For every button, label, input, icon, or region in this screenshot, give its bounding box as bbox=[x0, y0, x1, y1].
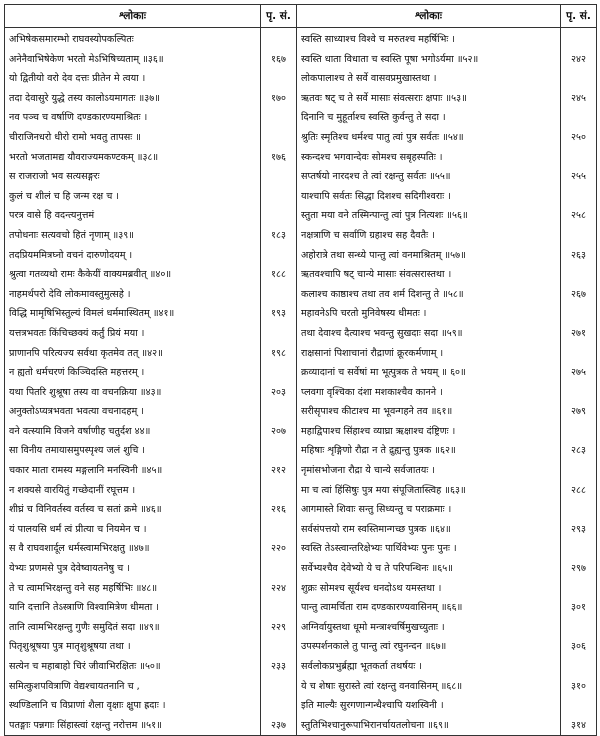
shloka-left-cell: वने वत्स्यामि विजने वर्षाणीह चतुर्दश ४४॥ bbox=[5, 422, 261, 442]
page-number-right-cell bbox=[561, 539, 597, 559]
shloka-left-cell: सत्येन च महाबाहो चिरं जीवाभिरक्षितः ॥५०॥ bbox=[5, 657, 261, 677]
table-row bbox=[5, 696, 597, 716]
table-row bbox=[5, 187, 597, 207]
table-row bbox=[5, 128, 597, 148]
page-number-left-cell bbox=[261, 246, 297, 266]
shloka-right-cell: राक्षसानां पिशाचानां रौद्राणां क्रूरकर्मणाम् । bbox=[297, 344, 561, 364]
page-number-right-cell bbox=[561, 579, 597, 599]
table-row bbox=[5, 441, 597, 461]
page-number-left-cell: २०३ bbox=[261, 383, 297, 403]
table-row bbox=[5, 402, 597, 422]
shloka-left-cell: तानि त्वामभिरक्षन्तु गुणैः समुदितं सदा ॥४९॥ bbox=[5, 618, 261, 638]
shloka-left-cell: स वै राघवशार्दूल धर्मस्त्वामभिरक्षतु ॥४७॥ bbox=[5, 539, 261, 559]
page-number-left-cell: २२० bbox=[261, 539, 297, 559]
shloka-right-cell: महावनेऽपि चरतो मुनिवेषस्य धीमतः । bbox=[297, 304, 561, 324]
header-shloka-right: श्लोकाः bbox=[297, 5, 561, 28]
shloka-right-cell: स्तुतिभिश्चानुरूपाभिरानर्चायतलोचना ॥६९॥ bbox=[297, 716, 561, 736]
shloka-left-cell: पतङ्गाः पन्नगाः सिंहास्त्वां रक्षन्तु नरोत्तम ॥५१॥ bbox=[5, 716, 261, 736]
shloka-left-cell: नाहमर्थपरो देवि लोकमावस्तुमुत्सहे । bbox=[5, 285, 261, 305]
page-number-right-cell bbox=[561, 28, 597, 50]
table-row bbox=[5, 637, 597, 657]
page-number-right-cell: २७५ bbox=[561, 363, 597, 383]
table-row bbox=[5, 559, 597, 579]
shloka-left-cell: तदा देवासुरे युद्धे तस्य कालोऽयमागतः ॥३७॥ bbox=[5, 89, 261, 109]
page-number-right-cell bbox=[561, 187, 597, 207]
table-row bbox=[5, 481, 597, 501]
page-number-right-cell: २६३ bbox=[561, 246, 597, 266]
shloka-right-cell: स्वस्ति साध्याश्च विश्वे च मरुतश्च महर्षिभिः । bbox=[297, 28, 561, 50]
table-row bbox=[5, 677, 597, 697]
page-number-right-cell bbox=[561, 461, 597, 481]
shloka-left-cell: न शक्यसे वारयितुं गच्छेदानीं रघूत्तम । bbox=[5, 481, 261, 501]
page-number-right-cell: २५० bbox=[561, 128, 597, 148]
header-row bbox=[5, 5, 597, 28]
page-number-left-cell: २१६ bbox=[261, 500, 297, 520]
shloka-left-cell: न ह्यतो धर्मचरणं किञ्चिदस्ति महत्तरम् । bbox=[5, 363, 261, 383]
table-row bbox=[5, 461, 597, 481]
shloka-right-cell: सप्तर्षयो नारदश्च ते त्वां रक्षन्तु सर्वतः ॥५५॥ bbox=[297, 167, 561, 187]
shloka-left-cell: प्राणानपि परित्यज्य सर्वथा कृतमेव तत् ॥४२॥ bbox=[5, 344, 261, 364]
table-row bbox=[5, 265, 597, 285]
shloka-left-cell: विद्धि मामृषिभिस्तुल्यं विमलं धर्ममास्थितम् ॥४१॥ bbox=[5, 304, 261, 324]
page-number-right-cell: २५५ bbox=[561, 167, 597, 187]
shloka-left-cell: चीराजिनधरो धीरो रामो भवतु तापसः ॥ bbox=[5, 128, 261, 148]
shloka-left-cell: यानि दत्तानि तेऽस्त्राणि विश्वामित्रेण धीमता । bbox=[5, 598, 261, 618]
page-number-right-cell: २९३ bbox=[561, 520, 597, 540]
shloka-left-cell: यथा पितरि शुश्रूषा तस्य वा वचनक्रिया ॥४३॥ bbox=[5, 383, 261, 403]
page-number-left-cell bbox=[261, 696, 297, 716]
page-number-left-cell: २२९ bbox=[261, 618, 297, 638]
table-row bbox=[5, 344, 597, 364]
page-number-right-cell: २४२ bbox=[561, 50, 597, 70]
table-row bbox=[5, 206, 597, 226]
shloka-right-cell: ऋतवश्चापि षट् चान्ये मासाः संवत्सरास्तथा । bbox=[297, 265, 561, 285]
header-shloka-left: श्लोकाः bbox=[5, 5, 261, 28]
page-number-right-cell: २८३ bbox=[561, 441, 597, 461]
page-number-right-cell: २९७ bbox=[561, 559, 597, 579]
shloka-left-cell: ते च त्वामभिरक्षन्तु वने सह महर्षिभिः ॥४८॥ bbox=[5, 579, 261, 599]
shloka-left-cell: परत्र वासे हि वदन्त्यनुत्तमं bbox=[5, 206, 261, 226]
shloka-right-cell: स्वस्ति तेऽस्त्वान्तरिक्षेभ्यः पार्थिवेभ्यः पुनः पुनः । bbox=[297, 539, 561, 559]
shloka-right-cell: सर्वलोकप्रभुर्ब्रह्मा भूतकर्ता तथर्षयः । bbox=[297, 657, 561, 677]
page-number-left-cell bbox=[261, 363, 297, 383]
shloka-right-cell: नृमांसभोजना रौद्रा ये चान्ये सर्वजातयः । bbox=[297, 461, 561, 481]
shloka-left-cell: अभिषेकसमारम्भो राघवस्योपकल्पितः bbox=[5, 28, 261, 50]
table-row bbox=[5, 50, 597, 70]
table-row bbox=[5, 657, 597, 677]
page-number-right-cell bbox=[561, 69, 597, 89]
shloka-left-cell: अनुक्तोऽप्यत्रभवता भवत्या वचनादहम् । bbox=[5, 402, 261, 422]
shloka-right-cell: तथा देवाश्च दैत्याश्च भवन्तु सुखदाः सदा ॥५९॥ bbox=[297, 324, 561, 344]
shloka-left-cell: यं पालयसि धर्मं त्वं प्रीत्या च नियमेन च । bbox=[5, 520, 261, 540]
table-row bbox=[5, 167, 597, 187]
shloka-left-cell: समित्कुशपवित्राणि वेद्यश्चायतनानि च , bbox=[5, 677, 261, 697]
page-number-right-cell bbox=[561, 500, 597, 520]
page-number-left-cell bbox=[261, 69, 297, 89]
page-number-right-cell bbox=[561, 108, 597, 128]
shloka-left-cell: यत्तत्रभवतः किंचिच्छक्यं कर्तुं प्रियं मया । bbox=[5, 324, 261, 344]
page-number-right-cell: ३०१ bbox=[561, 598, 597, 618]
page-number-left-cell bbox=[261, 167, 297, 187]
shloka-right-cell: दिनानि च मुहूर्ताश्च स्वस्ति कुर्वन्तु ते सदा । bbox=[297, 108, 561, 128]
page-number-right-cell: २५८ bbox=[561, 206, 597, 226]
table-row bbox=[5, 383, 597, 403]
shloka-right-cell: कलाश्च काष्ठाश्च तथा तव शर्म दिशन्तु ते ॥५८॥ bbox=[297, 285, 561, 305]
page-number-left-cell bbox=[261, 520, 297, 540]
shloka-left-cell: स राजराजो भव सत्यसङ्गरः bbox=[5, 167, 261, 187]
table-row bbox=[5, 539, 597, 559]
shloka-left-cell: अनेनैवाभिषेकेण भरतो मेऽभिषिच्यताम् ॥३६॥ bbox=[5, 50, 261, 70]
page-number-left-cell bbox=[261, 441, 297, 461]
shloka-right-cell: याश्चापि सर्वतः सिद्धा दिशश्च सदिगीश्वराः । bbox=[297, 187, 561, 207]
page-number-left-cell: १९३ bbox=[261, 304, 297, 324]
table-row bbox=[5, 285, 597, 305]
shloka-index-table bbox=[4, 4, 597, 736]
table-row bbox=[5, 500, 597, 520]
page-number-left-cell bbox=[261, 206, 297, 226]
page-number-right-cell: २८८ bbox=[561, 481, 597, 501]
page-number-left-cell: १८३ bbox=[261, 226, 297, 246]
page-number-right-cell bbox=[561, 618, 597, 638]
shloka-right-cell: प्लवगा वृश्चिका दंशा मशकाश्चैव कानने । bbox=[297, 383, 561, 403]
page-number-right-cell bbox=[561, 304, 597, 324]
shloka-right-cell: मा च त्वां हिंसिषुः पुत्र मया संपूजितास्त्विह ॥६३॥ bbox=[297, 481, 561, 501]
page-number-left-cell bbox=[261, 28, 297, 50]
table-row bbox=[5, 716, 597, 736]
table-row bbox=[5, 108, 597, 128]
page-number-left-cell bbox=[261, 324, 297, 344]
shloka-right-cell: ऋतवः षट् च ते सर्वे मासाः संवत्सराः क्षपाः ॥५३॥ bbox=[297, 89, 561, 109]
page-number-right-cell bbox=[561, 696, 597, 716]
page-number-left-cell bbox=[261, 285, 297, 305]
shloka-left-cell: चकार माता रामस्य मङ्गलानि मनस्विनी ॥४५॥ bbox=[5, 461, 261, 481]
shloka-right-cell: इति माल्यैः सुरगणान्गन्धैश्चापि यशस्विनी । bbox=[297, 696, 561, 716]
shloka-right-cell: आगमास्ते शिवाः सन्तु सिध्यन्तु च पराक्रमाः । bbox=[297, 500, 561, 520]
table-row bbox=[5, 363, 597, 383]
table-row bbox=[5, 246, 597, 266]
page-number-left-cell bbox=[261, 402, 297, 422]
shloka-right-cell: उपस्पर्शनकाले तु पान्तु त्वां रघुनन्दन ॥६७॥ bbox=[297, 637, 561, 657]
page-number-left-cell bbox=[261, 637, 297, 657]
page-number-left-cell bbox=[261, 598, 297, 618]
shloka-left-cell: नव पञ्च च वर्षाणि दण्डकारण्यमाश्रितः । bbox=[5, 108, 261, 128]
page-number-left-cell: २३३ bbox=[261, 657, 297, 677]
page-number-right-cell bbox=[561, 422, 597, 442]
page-number-right-cell: २६७ bbox=[561, 285, 597, 305]
header-page-left: पृ. सं. bbox=[261, 5, 297, 28]
page bbox=[4, 4, 596, 731]
shloka-right-cell: सर्वेभ्यश्चैव देवेभ्यो ये च ते परिपन्थिनः ॥६५॥ bbox=[297, 559, 561, 579]
page-number-right-cell: ३०६ bbox=[561, 637, 597, 657]
page-number-left-cell: २१२ bbox=[261, 461, 297, 481]
shloka-right-cell: स्वस्ति धाता विधाता च स्वस्ति पूषा भगोऽर्यमा ॥५२॥ bbox=[297, 50, 561, 70]
shloka-left-cell: सा विनीय तमायासमुपस्पृश्य जलं शुचि । bbox=[5, 441, 261, 461]
page-number-left-cell: १९८ bbox=[261, 344, 297, 364]
page-number-left-cell bbox=[261, 677, 297, 697]
page-number-right-cell bbox=[561, 344, 597, 364]
page-number-left-cell: १७० bbox=[261, 89, 297, 109]
page-number-right-cell: ३१४ bbox=[561, 716, 597, 736]
shloka-right-cell: सर्वसंपत्तयो राम स्वस्तिमान्गच्छ पुत्रक ॥६४॥ bbox=[297, 520, 561, 540]
page-number-left-cell: २०७ bbox=[261, 422, 297, 442]
page-number-right-cell bbox=[561, 657, 597, 677]
shloka-right-cell: शुक्रः सोमश्च सूर्यश्च धनदोऽथ यमस्तथा । bbox=[297, 579, 561, 599]
table-row bbox=[5, 598, 597, 618]
shloka-left-cell: श्रुत्वा गतव्यथो रामः कैकेयीं वाक्यमब्रवीत् ॥४०॥ bbox=[5, 265, 261, 285]
shloka-right-cell: नक्षत्राणि च सर्वाणि ग्रहाश्च सह दैवतैः । bbox=[297, 226, 561, 246]
shloka-right-cell: अग्निर्वायुस्तथा धूमो मन्त्राश्चर्षिमुखच्युताः । bbox=[297, 618, 561, 638]
table-body bbox=[5, 28, 597, 736]
table-row bbox=[5, 28, 597, 50]
page-number-left-cell: १७६ bbox=[261, 148, 297, 168]
shloka-left-cell: कुलं च शीलं च हि जन्म रक्ष च । bbox=[5, 187, 261, 207]
page-number-left-cell bbox=[261, 128, 297, 148]
page-number-left-cell: २२४ bbox=[261, 579, 297, 599]
page-number-right-cell bbox=[561, 226, 597, 246]
shloka-left-cell: तपोधनाः सत्यवचो हितं नृणाम् ॥३९॥ bbox=[5, 226, 261, 246]
table-row bbox=[5, 618, 597, 638]
page-number-right-cell: २७१ bbox=[561, 324, 597, 344]
shloka-right-cell: स्तुता मया वने तस्मिन्पान्तु त्वां पुत्र नित्यशः ॥५६॥ bbox=[297, 206, 561, 226]
table-row bbox=[5, 148, 597, 168]
shloka-left-cell: स्थण्डिलानि च विप्राणां शैला वृक्षाः क्षुपा ह्रदाः । bbox=[5, 696, 261, 716]
page-number-left-cell bbox=[261, 559, 297, 579]
table-row bbox=[5, 520, 597, 540]
shloka-right-cell: सरीसृपाश्च कीटाश्च मा भूवन्गहने तव ॥६१॥ bbox=[297, 402, 561, 422]
table-row bbox=[5, 304, 597, 324]
shloka-left-cell: शीघ्रं च विनिवर्तस्व वर्तस्व च सतां क्रमे ॥४६॥ bbox=[5, 500, 261, 520]
shloka-left-cell: येभ्यः प्रणमसे पुत्र देवेष्वायतनेषु च । bbox=[5, 559, 261, 579]
page-number-left-cell bbox=[261, 187, 297, 207]
page-number-right-cell bbox=[561, 383, 597, 403]
page-number-right-cell bbox=[561, 265, 597, 285]
shloka-left-cell: यो द्वितीयो वरो देव दत्तः प्रीतेन मे त्वया । bbox=[5, 69, 261, 89]
shloka-left-cell: तदप्रियममित्रघ्नो वचनं दारुणोदयम् । bbox=[5, 246, 261, 266]
shloka-right-cell: ये च शेषाः सुरास्ते त्वां रक्षन्तु वनवासिनम् ॥६८॥ bbox=[297, 677, 561, 697]
page-number-left-cell: १६७ bbox=[261, 50, 297, 70]
shloka-right-cell: महाद्विपाश्च सिंहाश्च व्याघ्रा ऋक्षाश्च दंष्ट्रिणः । bbox=[297, 422, 561, 442]
page-number-left-cell: २३७ bbox=[261, 716, 297, 736]
table-row bbox=[5, 324, 597, 344]
shloka-right-cell: श्रुतिः स्मृतिश्च धर्मश्च पातु त्वां पुत्र सर्वतः ॥५४॥ bbox=[297, 128, 561, 148]
shloka-right-cell: लोकपालाश्च ते सर्वे वासवप्रमुखास्तथा । bbox=[297, 69, 561, 89]
page-number-right-cell: ३१० bbox=[561, 677, 597, 697]
shloka-right-cell: क्रव्यादानां च सर्वेषां मा भूत्पुत्रक ते भयम् ॥ ६०॥ bbox=[297, 363, 561, 383]
shloka-right-cell: स्कन्दश्च भगवान्देवः सोमश्च सबृहस्पतिः । bbox=[297, 148, 561, 168]
page-number-left-cell bbox=[261, 481, 297, 501]
page-number-right-cell: २७९ bbox=[561, 402, 597, 422]
header-page-right: पृ. सं. bbox=[561, 5, 597, 28]
table-row bbox=[5, 69, 597, 89]
table-row bbox=[5, 579, 597, 599]
shloka-right-cell: अहोरात्रे तथा सन्ध्ये पान्तु त्वां वनमाश्रितम् ॥५७॥ bbox=[297, 246, 561, 266]
shloka-right-cell: महिषाः शृङ्गिणो रौद्रा न ते द्रुह्यन्तु पुत्रक ॥६२॥ bbox=[297, 441, 561, 461]
page-number-right-cell: २४५ bbox=[561, 89, 597, 109]
table-row bbox=[5, 89, 597, 109]
page-number-right-cell bbox=[561, 148, 597, 168]
page-number-left-cell: १८८ bbox=[261, 265, 297, 285]
table-row bbox=[5, 226, 597, 246]
shloka-right-cell: पान्तु त्वामर्चिता राम दण्डकारण्यवासिनम् ॥६६॥ bbox=[297, 598, 561, 618]
shloka-left-cell: भरतो भजतामद्य यौवराज्यमकण्टकम् ॥३८॥ bbox=[5, 148, 261, 168]
shloka-left-cell: पितृशुश्रूषया पुत्र मातृशुश्रूषया तथा । bbox=[5, 637, 261, 657]
table-row bbox=[5, 422, 597, 442]
page-number-left-cell bbox=[261, 108, 297, 128]
